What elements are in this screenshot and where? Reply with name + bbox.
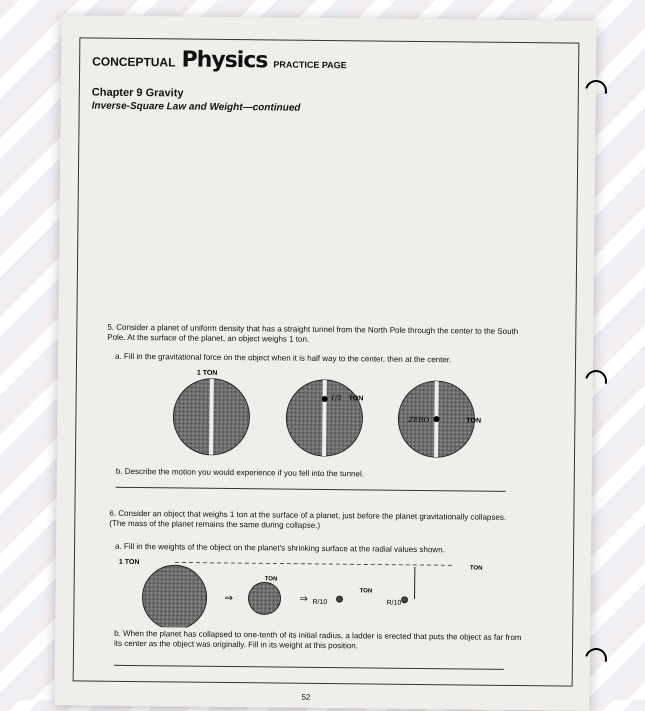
fraction-label-b: R/10 — [386, 600, 401, 607]
planet-half — [248, 582, 280, 614]
brand-conceptual: CONCEPTUAL — [92, 55, 175, 70]
label-ton-c: TON — [470, 566, 483, 572]
question-6a: a. Fill in the weights of the object on the planet's shrinking surface at the radial values shown. — [115, 542, 535, 556]
planet-tenth-ladder — [401, 597, 407, 603]
page-header — [92, 47, 347, 75]
answer-line-6b — [114, 665, 504, 670]
question-6b: b. When the planet has collapsed to one-tenth of its initial radius, a ladder is erected that puts the object as far from its center as the object was originally. Fill in its weight at this position. — [114, 629, 524, 653]
label-ton-center: TON — [466, 417, 481, 424]
page-number: 52 — [301, 693, 310, 702]
label-ton-b: TON — [360, 588, 373, 594]
page-frame — [73, 37, 580, 686]
fraction-label-a: R/10 — [312, 599, 327, 606]
arrow-1: ⇒ — [224, 593, 233, 604]
question-6: 6. Consider an object that weighs 1 ton at the surface of a planet, just before the planet gravitationally collapses. (The mass of the planet remains the same during collapse.) — [109, 509, 519, 533]
handwritten-half: 1/2 — [331, 394, 343, 402]
arrow-2: ⇒ — [299, 594, 308, 605]
question-5: 5. Consider a planet of uniform density that has a straight tunnel from the North Pole through the center to the South Pole. At the surface of the planet, an object weighs 1 ton. — [107, 323, 527, 347]
worksheet-page — [54, 15, 596, 711]
answer-line-5b — [116, 487, 506, 492]
practice-page-label: PRACTICE PAGE — [273, 59, 346, 70]
chapter-title: Chapter 9 Gravity — [92, 87, 184, 100]
label-ton-half: TON — [349, 395, 364, 402]
planet-surface — [173, 378, 250, 455]
question-5b: b. Describe the motion you would experience if you fell into the tunnel. — [116, 467, 536, 481]
radius-dashed-line — [175, 562, 455, 565]
planet-full — [142, 565, 207, 630]
planet-half-way — [286, 380, 363, 457]
tunnel-diagram — [116, 364, 537, 463]
label-ton-a: TON — [265, 576, 278, 582]
planet-tenth — [336, 596, 342, 602]
handwritten-zero: ZERO — [407, 416, 429, 424]
brand-physics: Physics — [181, 47, 267, 73]
collapse-diagram — [114, 552, 535, 631]
section-subtitle: Inverse-Square Law and Weight—continued — [92, 101, 301, 114]
label-1-ton-b: 1 TON — [119, 559, 140, 566]
question-5a: a. Fill in the gravitational force on the object when it is half way to the center, then at the center. — [115, 352, 535, 366]
label-1-ton: 1 TON — [197, 370, 218, 377]
